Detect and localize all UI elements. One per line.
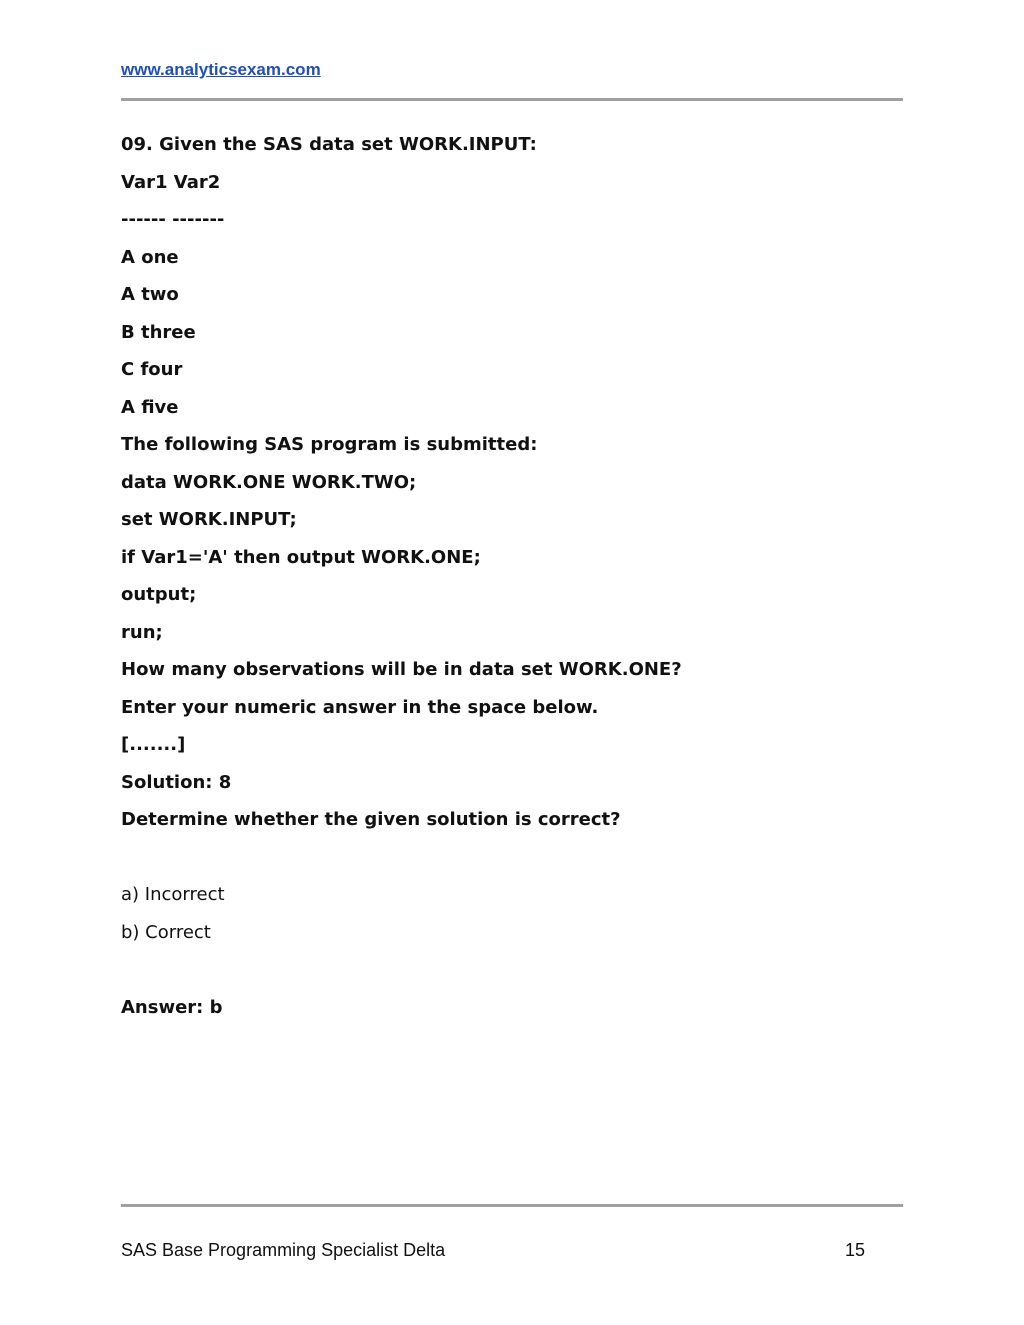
code-line: run; (121, 621, 163, 643)
determine-question: Determine whether the given solution is correct? (121, 809, 621, 830)
spacer (121, 956, 903, 994)
question-title: 09. Given the SAS data set WORK.INPUT: (121, 134, 537, 155)
table-row: A one (121, 246, 179, 268)
table-row: A two (121, 284, 179, 305)
answer-text: Answer: b (121, 996, 223, 1018)
answer-blank: [.......] (121, 734, 186, 755)
answer-instruction: Enter your numeric answer in the space below. (121, 696, 599, 718)
table-header: Var1 Var2 (121, 171, 221, 193)
question-prompt: How many observations will be in data set WORK.ONE? (121, 659, 682, 680)
table-row: B three (121, 321, 196, 343)
option-b: b) Correct (121, 921, 211, 943)
code-line: set WORK.INPUT; (121, 509, 297, 530)
solution-text: Solution: 8 (121, 771, 232, 793)
code-line: output; (121, 584, 197, 605)
table-row: A five (121, 396, 179, 418)
page-number: 15 (844, 1240, 865, 1260)
program-intro: The following SAS program is submitted: (121, 434, 538, 455)
table-separator: ------ ------- (121, 209, 225, 230)
site-link[interactable]: www.analyticsexam.com (121, 60, 321, 79)
question-body (121, 131, 903, 1031)
footer-title: SAS Base Programming Specialist Delta (121, 1240, 446, 1260)
header-divider (121, 98, 903, 101)
table-row: C four (121, 359, 183, 380)
option-a: a) Incorrect (121, 884, 225, 905)
code-line: if Var1='A' then output WORK.ONE; (121, 546, 481, 568)
spacer (121, 844, 903, 882)
footer-divider (121, 1204, 903, 1207)
code-line: data WORK.ONE WORK.TWO; (121, 471, 417, 493)
